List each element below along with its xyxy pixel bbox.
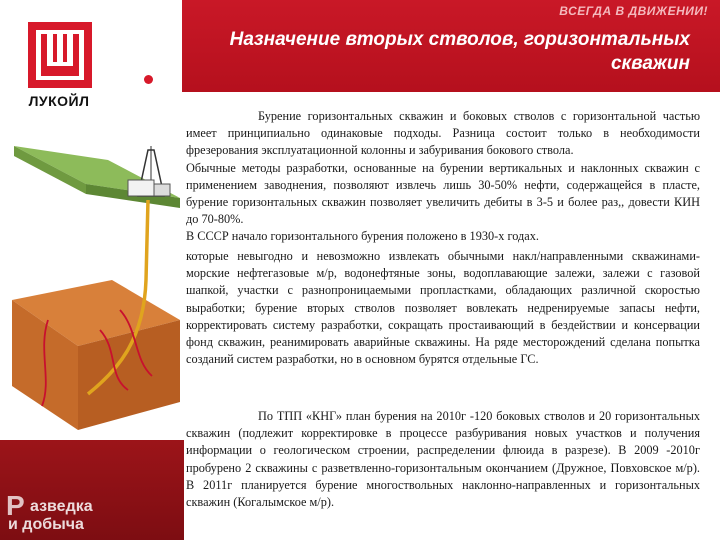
- paragraph-block-1: [186, 108, 700, 246]
- logo-text: ЛУКОЙЛ: [28, 93, 90, 109]
- paragraph-block-3: [186, 408, 700, 511]
- title-line-2: скважин: [610, 53, 690, 74]
- brand-line-2: и добыча: [8, 516, 84, 533]
- paragraph: По ТПП «КНГ» план бурения на 2010г -120 боковых стволов и 20 горизонтальных скважин (подлежит корректировке в процессе разбуривания новых участков и получения информации о геологическом строении, распределении флюида в разрезе). В 2009 -2010г пробурено 2 скважины с разветвленно-горизонтальным окончанием (Дружное, Повховское м/р). В 2011г планируется бурение многоствольных наклонно-направленных и горизонтальных скважин (Когалымское м/р).: [186, 409, 700, 510]
- paragraph: Обычные методы разработки, основанные на бурении вертикальных и наклонных скважин с применением заводнения, позволяют извлечь лишь 30-50% нефти, содержащейся в пласте, бурение горизонтальных скважин позволяет увеличить дебиты в 3-5 и более раз,, довести КИН до 70-80%.: [186, 160, 700, 227]
- accent-dot: [144, 75, 153, 84]
- lukoil-logo-icon: [28, 22, 92, 88]
- paragraph: Бурение горизонтальных скважин и боковых стволов с горизонтальной частью имеет принципиально одинаковые подходы. Разница состоит только в необходимости фрезерования эксплуатационной колонны и забуривания бокового ствола.: [186, 109, 700, 158]
- tagline: ВСЕГДА В ДВИЖЕНИИ!: [559, 4, 708, 18]
- paragraph-block-2: [186, 248, 700, 368]
- title-line-1: Назначение вторых стволов, горизонтальных: [229, 29, 690, 50]
- horizontal-well-illustration: [8, 140, 184, 440]
- page-title: [196, 28, 690, 76]
- paragraph: которые невыгодно и невозможно извлекать обычными накл/направленными скважинами- морские нефтегазовые м/р, водонефтяные зоны, водоплавающие залежи, залежи с газовой шапкой, участки с разнопроницаемыми пропластками, обладающих различной скоростью выработки; бурение вторых стволов позволяет вовлекать недренируемые запасы нефти, корректировать систему разработки, сокращать простаивающий в бездействии и консервации фонд скважин, реанимировать аварийные скважины. На ряде месторождений сделана попытка созданий систем разработки, но в основном бурятся отдельные ГС.: [186, 249, 700, 367]
- brand-line-1: азведка: [30, 498, 93, 515]
- header: [0, 0, 720, 92]
- brand-letter: Р: [6, 490, 25, 521]
- paragraph: В СССР начало горизонтального бурения положено в 1930-х годах.: [186, 229, 539, 244]
